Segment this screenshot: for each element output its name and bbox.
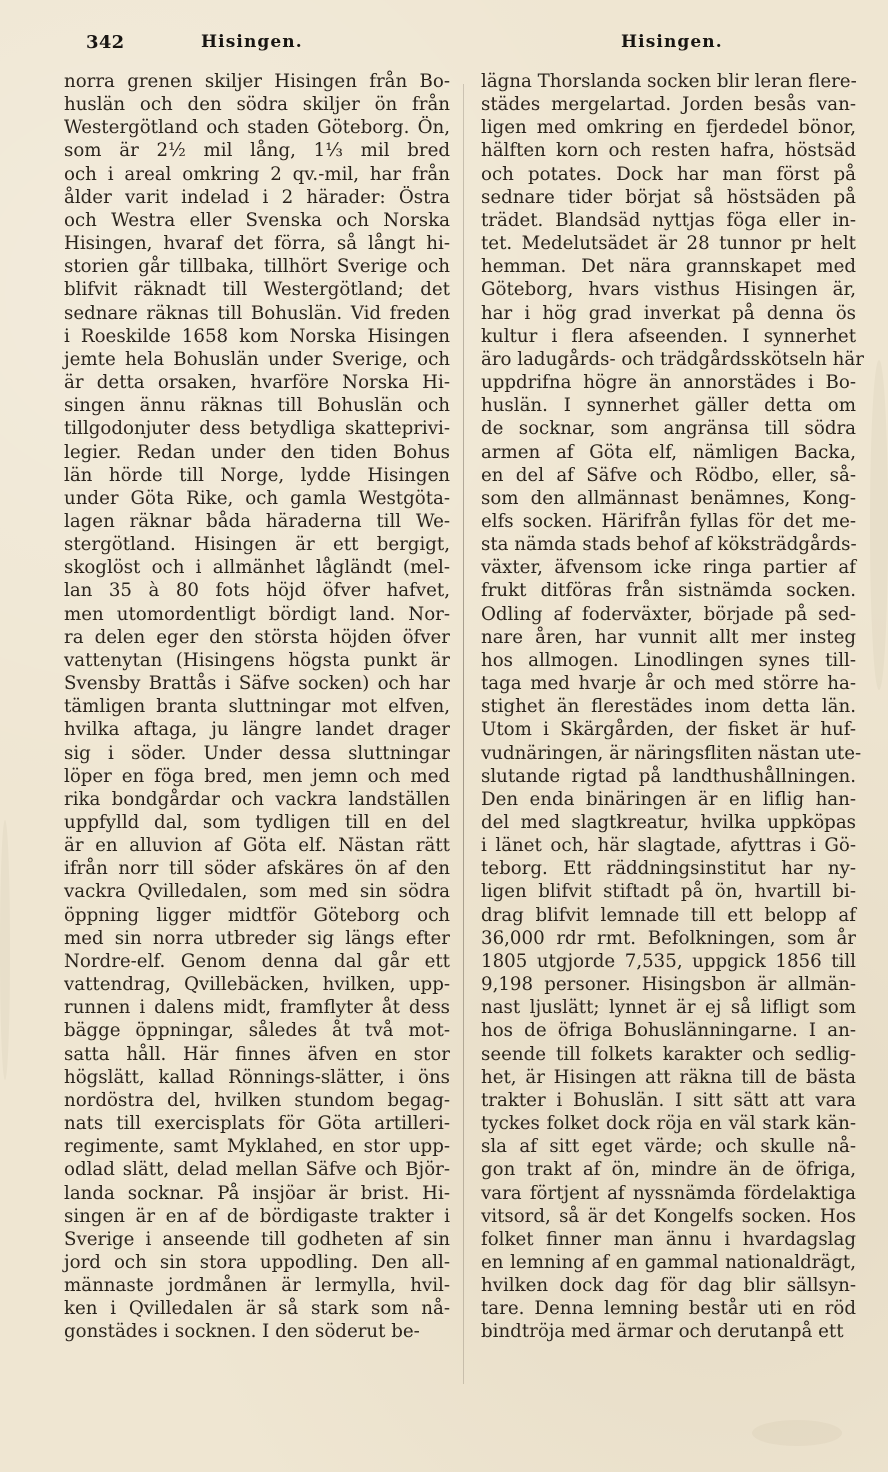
text-line: hälften korn och resten hafra, höstsäd xyxy=(481,140,856,162)
text-line: armen af Göta elf, nämligen Backa, xyxy=(481,441,856,463)
text-line: 1805 utgjorde 7,535, uppgick 1856 till xyxy=(481,950,856,972)
text-line: Sverige i anseende till godheten af sin xyxy=(64,1228,450,1250)
text-line: ligen blifvit stiftadt på ön, hvartill bi- xyxy=(481,881,856,903)
text-line: och potates. Dock har man först på xyxy=(481,163,856,185)
text-line: men utomordentligt bördigt land. Nor- xyxy=(64,603,450,625)
text-line: tillgodonjuter dess betydliga skatteprivi- xyxy=(64,418,450,440)
text-line: seende till folkets karakter och sedlig- xyxy=(481,1043,856,1065)
text-line: städes mergelartad. Jorden besås van- xyxy=(481,94,856,116)
text-line: gonstädes i socknen. I den söderut be- xyxy=(64,1321,420,1343)
text-line: sla af sitt eget värde; och skulle nå- xyxy=(481,1136,856,1158)
text-line: län hörde till Norge, lydde Hisingen xyxy=(64,464,450,486)
text-line: runnen i dalens midt, framflyter åt dess xyxy=(64,997,450,1019)
text-line: legier. Redan under den tiden Bohus xyxy=(64,441,450,463)
text-line: med sin norra utbreder sig längs efter xyxy=(64,927,450,949)
text-line: hemman. Det nära grannskapet med xyxy=(481,256,856,278)
text-line: jemte hela Bohuslän under Sverige, och xyxy=(64,348,450,370)
text-line: i Roeskilde 1658 kom Norska Hisingen xyxy=(64,325,450,347)
column-divider xyxy=(463,84,464,1384)
text-line: under Göta Rike, och gamla Westgöta- xyxy=(64,487,450,509)
text-line: landa socknar. På insjöar är brist. Hi- xyxy=(64,1182,450,1204)
text-line: ken i Qvilledalen är så stark som nå- xyxy=(64,1298,450,1320)
text-line: singen ännu räknas till Bohuslän och xyxy=(64,395,450,417)
page-header xyxy=(0,32,888,58)
text-line: i länet och, här slagtade, afyttras i Gö- xyxy=(481,835,856,857)
text-line: Den enda binäringen är en liflig han- xyxy=(481,788,856,810)
text-line: elfs socken. Härifrån fyllas för det me- xyxy=(481,510,856,532)
text-line: en lemning af en gammal nationaldrägt, xyxy=(481,1251,856,1273)
text-line: sednare räknas till Bohuslän. Vid freden xyxy=(64,302,450,324)
text-line: tare. Denna lemning består uti en röd xyxy=(481,1298,856,1320)
text-line: ligen med omkring en fjerdedel bönor, xyxy=(481,117,856,139)
text-line: hvilka aftaga, ju längre landet drager xyxy=(64,719,450,741)
text-line: drag blifvit lemnade till ett belopp af xyxy=(481,904,856,926)
text-line: satta håll. Här finnes äfven en stor xyxy=(64,1043,450,1065)
text-line: vara förtjent af nyssnämda fördelaktiga xyxy=(481,1182,856,1204)
text-line: blifvit räknadt till Westergötland; det xyxy=(64,279,450,301)
text-line: äro ladugårds- och trädgårdsskötseln här xyxy=(481,348,864,370)
text-line: Hisingen, hvaraf det förra, så långt hi- xyxy=(64,233,450,255)
text-line: öppning ligger midtför Göteborg och xyxy=(64,904,450,926)
text-line: odlad slätt, delad mellan Säfve och Björ- xyxy=(64,1159,450,1181)
text-line: regimente, samt Myklahed, en stor upp- xyxy=(64,1136,450,1158)
text-line: frukt ditföras från sistnämda socken. xyxy=(481,580,856,602)
text-line: Odling af foderväxter, började på sed- xyxy=(481,603,856,625)
text-line: hos de öfriga Bohuslänningarne. I an- xyxy=(481,1020,856,1042)
text-line: folket finner man ännu i hvardagslag xyxy=(481,1228,856,1250)
text-line: stighet än flerestädes inom detta län. xyxy=(481,696,856,718)
text-line: nast ljuslätt; lynnet är ej så lifligt som xyxy=(481,997,856,1019)
text-line: huslän. I synnerhet gäller detta om xyxy=(481,395,856,417)
text-line: slutande rigtad på landthushållningen. xyxy=(481,765,856,787)
text-line: Westergötland och staden Göteborg. Ön, xyxy=(64,117,450,139)
text-line: en del af Säfve och Rödbo, eller, så- xyxy=(481,464,856,486)
right-running-head: Hisingen. xyxy=(621,32,723,52)
text-line: nats till exercisplats för Göta artilleri- xyxy=(64,1113,450,1135)
text-line: nordöstra del, hvilken stundom begag- xyxy=(64,1089,450,1111)
text-line: som är 2½ mil lång, 1⅓ mil bred xyxy=(64,140,450,162)
text-line: huslän och den södra skiljer ön från xyxy=(64,94,450,116)
paper-stain xyxy=(0,820,10,1080)
text-line: uppdrifna högre än annorstädes i Bo- xyxy=(481,372,856,394)
text-line: vackra Qvilledalen, som med sin södra xyxy=(64,881,450,903)
left-running-head: Hisingen. xyxy=(201,32,303,52)
text-line: taga med hvarje år och med större ha- xyxy=(481,673,856,695)
text-line: bägge öppningar, således åt två mot- xyxy=(64,1020,450,1042)
text-line: lan 35 à 80 fots höjd öfver hafvet, xyxy=(64,580,450,602)
text-line: lägna Thorslanda socken blir leran flere- xyxy=(481,71,857,92)
text-line: del med slagtkreatur, hvilka uppköpas xyxy=(481,812,856,833)
right-text-column xyxy=(481,70,864,1344)
text-line: Göteborg, hvars visthus Hisingen är, xyxy=(481,279,856,301)
text-line: vattendrag, Qvillebäcken, hvilken, upp- xyxy=(64,974,450,996)
paper-stain xyxy=(752,1420,842,1446)
text-line: stergötland. Hisingen är ett bergigt, xyxy=(64,534,450,556)
text-line: gon trakt af ön, mindre än de öfriga, xyxy=(481,1159,856,1181)
text-line: Svensby Brattås i Säfve socken) och har xyxy=(64,673,450,695)
text-line: som den allmännast benämnes, Kong- xyxy=(481,487,856,509)
text-line: nare åren, har vunnit allt mer insteg xyxy=(481,626,856,648)
left-text-column xyxy=(64,70,450,1344)
text-line: storien går tillbaka, tillhört Sverige och xyxy=(64,256,450,278)
text-line: har i hög grad inverkat på denna ös xyxy=(481,302,856,324)
text-line: teborg. Ett räddningsinstitut har ny- xyxy=(481,858,856,880)
text-line: 36,000 rdr rmt. Befolkningen, som år xyxy=(481,927,856,949)
text-line: jord och sin stora uppodling. Den all- xyxy=(64,1251,450,1273)
text-line: rika bondgårdar och vackra landställen xyxy=(64,788,450,810)
text-line: trädet. Blandsäd nyttjas föga eller in- xyxy=(481,209,856,231)
text-line: löper en föga bred, men jemn och med xyxy=(64,765,450,787)
text-line: hos allmogen. Linodlingen synes till- xyxy=(481,649,856,671)
text-line: växter, äfvensom icke ringa partier af xyxy=(481,557,856,579)
text-line: högslätt, kallad Rönnings-slätter, i öns xyxy=(64,1066,450,1088)
text-line: och i areal omkring 2 qv.-mil, har från xyxy=(64,163,450,185)
text-line: bindtröja med ärmar och derutanpå ett xyxy=(481,1321,844,1343)
text-line: ifrån norr till söder afskäres ön af den xyxy=(64,858,450,880)
text-line: lagen räknar båda häraderna till We- xyxy=(64,510,450,532)
text-line: 9,198 personer. Hisingsbon är allmän- xyxy=(481,974,856,996)
text-line: och Westra eller Svenska och Norska xyxy=(64,209,450,231)
text-line: de socknar, som angränsa till södra xyxy=(481,418,856,440)
text-line: är en alluvion af Göta elf. Nästan rätt xyxy=(64,835,450,857)
text-line: norra grenen skiljer Hisingen från Bo- xyxy=(64,71,450,92)
text-line: trakter i Bohuslän. I sitt sätt att vara xyxy=(481,1089,856,1111)
text-line: ra delen eger den största höjden öfver xyxy=(64,626,450,648)
text-line: männaste jordmånen är lermylla, hvil- xyxy=(64,1275,450,1297)
text-line: vudnäringen, är näringsfliten nästan ute- xyxy=(481,742,862,764)
text-line: Utom i Skärgården, der fisket är huf- xyxy=(481,719,856,741)
text-line: vattenytan (Hisingens högsta punkt är xyxy=(64,649,450,671)
text-line: sig i söder. Under dessa sluttningar xyxy=(64,742,450,764)
text-line: sednare tider börjat så höstsäden på xyxy=(481,186,856,208)
text-line: tyckes folket dock röja en väl stark kän- xyxy=(481,1113,856,1135)
paper-stain xyxy=(870,360,888,690)
text-line: vitsord, så är det Kongelfs socken. Hos xyxy=(481,1205,856,1227)
text-line: ålder varit indelad i 2 härader: Östra xyxy=(64,186,450,208)
text-line: tämligen branta sluttningar mot elfven, xyxy=(64,696,450,718)
page-number: 342 xyxy=(86,32,125,53)
text-line: uppfylld dal, som tydligen till en del xyxy=(64,812,450,833)
text-line: singen är en af de bördigaste trakter i xyxy=(64,1205,450,1227)
text-line: tet. Medelutsädet är 28 tunnor pr helt xyxy=(481,233,856,255)
text-line: sta nämda stads behof af köksträdgårds- xyxy=(481,534,857,556)
text-line: skoglöst och i allmänhet lågländt (mel- xyxy=(64,557,450,579)
text-line: kultur i flera afseenden. I synnerhet xyxy=(481,325,856,347)
text-line: het, är Hisingen att räkna till de bästa xyxy=(481,1066,856,1088)
text-line: är detta orsaken, hvarföre Norska Hi- xyxy=(64,372,450,394)
text-line: hvilken dock dag för dag blir sällsyn- xyxy=(481,1275,856,1297)
text-line: Nordre-elf. Genom denna dal går ett xyxy=(64,950,450,972)
